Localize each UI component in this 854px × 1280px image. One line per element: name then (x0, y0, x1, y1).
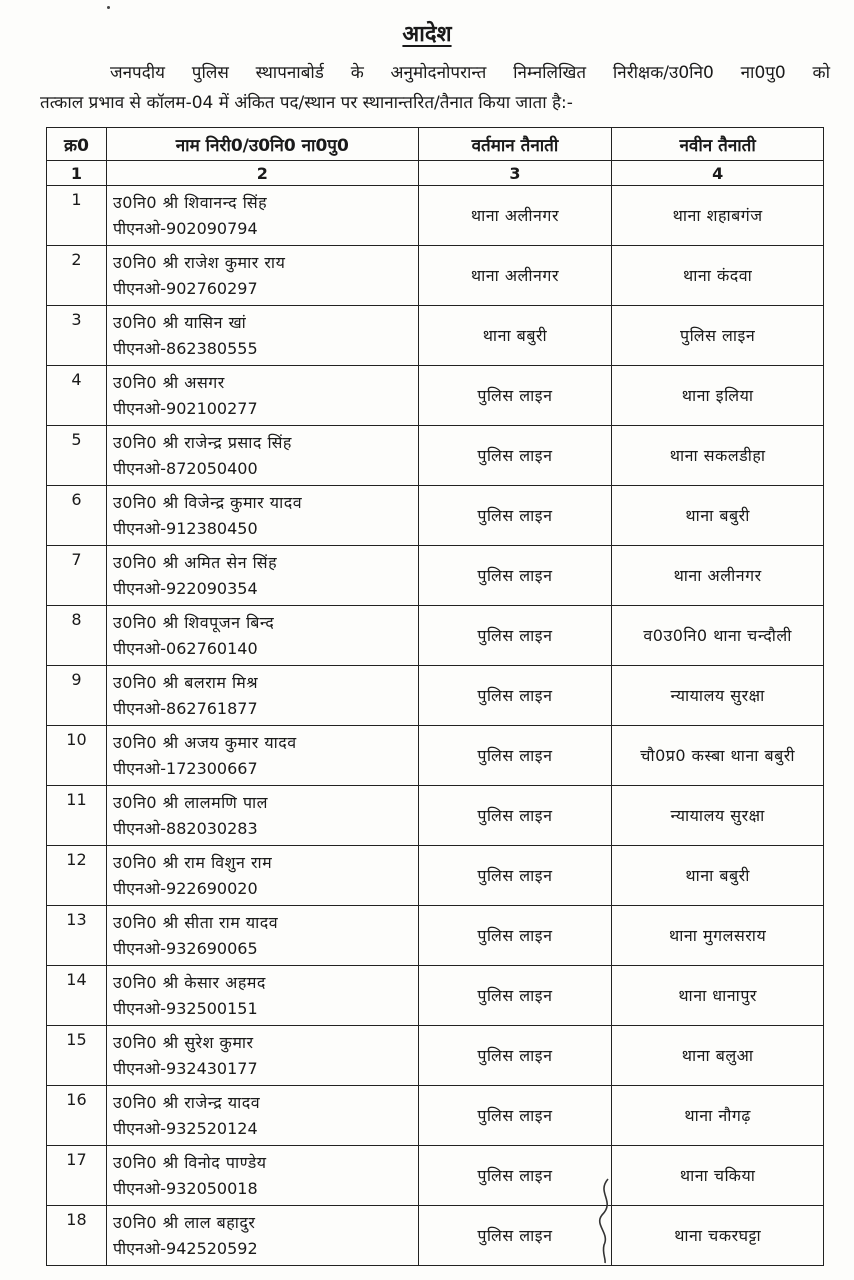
table-row (47, 486, 824, 546)
row-name-cell (106, 486, 418, 546)
row-name-cell (106, 966, 418, 1026)
officer-pno: पीएनओ-902100277 (112, 398, 258, 418)
officer-name: उ0नि0 श्री विनोद पाण्डेय (112, 1152, 267, 1172)
current-posting: पुलिस लाइन (418, 1086, 612, 1146)
row-name-cell (106, 786, 418, 846)
table-row (47, 366, 824, 426)
current-posting: पुलिस लाइन (418, 546, 612, 606)
new-posting: न्यायालय सुरक्षा (612, 786, 824, 846)
officer-name: उ0नि0 श्री यासिन खां (112, 312, 247, 332)
row-serial: 8 (47, 606, 107, 666)
new-posting: थाना चकरघट्टा (612, 1206, 824, 1266)
new-posting: थाना इलिया (612, 366, 824, 426)
column-number-row (47, 161, 824, 186)
officer-pno: पीएनओ-932520124 (112, 1118, 258, 1138)
row-name-cell (106, 306, 418, 366)
new-posting: थाना सकलडीहा (612, 426, 824, 486)
table-row (47, 966, 824, 1026)
header-new-posting: नवीन तैनाती (612, 128, 824, 161)
new-posting: पुलिस लाइन (612, 306, 824, 366)
officer-name: उ0नि0 श्री राजेन्द्र प्रसाद सिंह (112, 432, 292, 452)
intro-line-2: तत्काल प्रभाव से कॉलम-04 में अंकित पद/स्थान पर स्थानान्तरित/तैनात किया जाता है:- (40, 93, 573, 113)
table-row (47, 1026, 824, 1086)
officer-pno: पीएनओ-862761877 (112, 698, 258, 718)
header-serial: क्र0 (47, 128, 107, 161)
current-posting: पुलिस लाइन (418, 1206, 612, 1266)
new-posting: थाना बलुआ (612, 1026, 824, 1086)
new-posting: थाना चकिया (612, 1146, 824, 1206)
row-serial: 1 (47, 186, 107, 246)
new-posting: व0उ0नि0 थाना चन्दौली (612, 606, 824, 666)
row-name-cell (106, 366, 418, 426)
current-posting: पुलिस लाइन (418, 366, 612, 426)
row-serial: 7 (47, 546, 107, 606)
new-posting: थाना शहाबगंज (612, 186, 824, 246)
order-title-wrap (0, 18, 854, 48)
table-row (47, 426, 824, 486)
table-row (47, 726, 824, 786)
row-serial: 6 (47, 486, 107, 546)
header-current-posting: वर्तमान तैनाती (418, 128, 612, 161)
officer-pno: पीएनओ-932500151 (112, 998, 258, 1018)
column-number: 2 (106, 161, 418, 186)
table-row (47, 786, 824, 846)
column-number: 1 (47, 161, 107, 186)
scan-speck (107, 6, 110, 9)
table-row (47, 306, 824, 366)
new-posting: थाना धानापुर (612, 966, 824, 1026)
row-name-cell (106, 1206, 418, 1266)
table-row (47, 666, 824, 726)
current-posting: थाना अलीनगर (418, 186, 612, 246)
table-row (47, 1086, 824, 1146)
row-name-cell (106, 906, 418, 966)
current-posting: पुलिस लाइन (418, 426, 612, 486)
current-posting: पुलिस लाइन (418, 606, 612, 666)
row-name-cell (106, 726, 418, 786)
officer-name: उ0नि0 श्री केसार अहमद (112, 972, 266, 992)
current-posting: पुलिस लाइन (418, 906, 612, 966)
transfer-table (46, 127, 824, 1266)
officer-name: उ0नि0 श्री विजेन्द्र कुमार यादव (112, 492, 303, 512)
current-posting: पुलिस लाइन (418, 846, 612, 906)
row-serial: 13 (47, 906, 107, 966)
officer-name: उ0नि0 श्री लाल बहादुर (112, 1212, 256, 1232)
officer-pno: पीएनओ-902090794 (112, 218, 258, 238)
officer-pno: पीएनओ-932430177 (112, 1058, 258, 1078)
row-name-cell (106, 186, 418, 246)
row-name-cell (106, 846, 418, 906)
row-name-cell (106, 426, 418, 486)
row-name-cell (106, 606, 418, 666)
table-row (47, 1206, 824, 1266)
row-serial: 18 (47, 1206, 107, 1266)
new-posting: चौ0प्र0 कस्बा थाना बबुरी (612, 726, 824, 786)
table-body (47, 186, 824, 1266)
new-posting: थाना कंदवा (612, 246, 824, 306)
officer-pno: पीएनओ-932050018 (112, 1178, 258, 1198)
officer-pno: पीएनओ-912380450 (112, 518, 258, 538)
new-posting: थाना बबुरी (612, 486, 824, 546)
header-name: नाम निरी0/उ0नि0 ना0पु0 (106, 128, 418, 161)
row-serial: 15 (47, 1026, 107, 1086)
new-posting: थाना मुगलसराय (612, 906, 824, 966)
officer-name: उ0नि0 श्री लालमणि पाल (112, 792, 269, 812)
officer-pno: पीएनओ-942520592 (112, 1238, 258, 1258)
row-serial: 2 (47, 246, 107, 306)
current-posting: थाना बबुरी (418, 306, 612, 366)
row-serial: 16 (47, 1086, 107, 1146)
current-posting: थाना अलीनगर (418, 246, 612, 306)
new-posting: थाना नौगढ़ (612, 1086, 824, 1146)
row-serial: 10 (47, 726, 107, 786)
row-serial: 3 (47, 306, 107, 366)
row-serial: 12 (47, 846, 107, 906)
row-name-cell (106, 1146, 418, 1206)
row-serial: 14 (47, 966, 107, 1026)
new-posting: थाना बबुरी (612, 846, 824, 906)
row-serial: 17 (47, 1146, 107, 1206)
current-posting: पुलिस लाइन (418, 786, 612, 846)
officer-name: उ0नि0 श्री अमित सेन सिंह (112, 552, 278, 572)
officer-pno: पीएनओ-922690020 (112, 878, 258, 898)
current-posting: पुलिस लाइन (418, 726, 612, 786)
table-row (47, 906, 824, 966)
officer-name: उ0नि0 श्री अजय कुमार यादव (112, 732, 297, 752)
new-posting: थाना अलीनगर (612, 546, 824, 606)
officer-pno: पीएनओ-882030283 (112, 818, 258, 838)
officer-name: उ0नि0 श्री राम विशुन राम (112, 852, 273, 872)
table-row (47, 246, 824, 306)
officer-pno: पीएनओ-932690065 (112, 938, 258, 958)
row-serial: 9 (47, 666, 107, 726)
officer-pno: पीएनओ-862380555 (112, 338, 258, 358)
current-posting: पुलिस लाइन (418, 486, 612, 546)
current-posting: पुलिस लाइन (418, 1146, 612, 1206)
officer-pno: पीएनओ-872050400 (112, 458, 258, 478)
current-posting: पुलिस लाइन (418, 666, 612, 726)
officer-name: उ0नि0 श्री शिवपूजन बिन्द (112, 612, 275, 632)
column-number: 4 (612, 161, 824, 186)
order-title: आदेश (402, 22, 452, 47)
row-name-cell (106, 1086, 418, 1146)
table-row (47, 846, 824, 906)
row-name-cell (106, 546, 418, 606)
row-name-cell (106, 1026, 418, 1086)
row-name-cell (106, 246, 418, 306)
new-posting: न्यायालय सुरक्षा (612, 666, 824, 726)
officer-pno: पीएनओ-902760297 (112, 278, 258, 298)
row-serial: 5 (47, 426, 107, 486)
intro-paragraph (40, 58, 830, 118)
officer-pno: पीएनओ-062760140 (112, 638, 258, 658)
table-row (47, 1146, 824, 1206)
table-row (47, 606, 824, 666)
row-name-cell (106, 666, 418, 726)
column-number: 3 (418, 161, 612, 186)
officer-pno: पीएनओ-172300667 (112, 758, 258, 778)
officer-name: उ0नि0 श्री राजेन्द्र यादव (112, 1092, 261, 1112)
table-row (47, 546, 824, 606)
row-serial: 11 (47, 786, 107, 846)
officer-name: उ0नि0 श्री शिवानन्द सिंह (112, 192, 268, 212)
officer-pno: पीएनओ-922090354 (112, 578, 258, 598)
table-header-row (47, 128, 824, 161)
intro-line-1: जनपदीय पुलिस स्थापनाबोर्ड के अनुमोदनोपरान्त निम्नलिखित निरीक्षक/उ0नि0 ना0पु0 को (110, 63, 830, 83)
current-posting: पुलिस लाइन (418, 966, 612, 1026)
officer-name: उ0नि0 श्री असगर (112, 372, 225, 392)
current-posting: पुलिस लाइन (418, 1026, 612, 1086)
officer-name: उ0नि0 श्री राजेश कुमार राय (112, 252, 286, 272)
row-serial: 4 (47, 366, 107, 426)
officer-name: उ0नि0 श्री बलराम मिश्र (112, 672, 259, 692)
officer-name: उ0नि0 श्री सुरेश कुमार (112, 1032, 254, 1052)
table-row (47, 186, 824, 246)
officer-name: उ0नि0 श्री सीता राम यादव (112, 912, 279, 932)
signature-mark (590, 1175, 620, 1265)
